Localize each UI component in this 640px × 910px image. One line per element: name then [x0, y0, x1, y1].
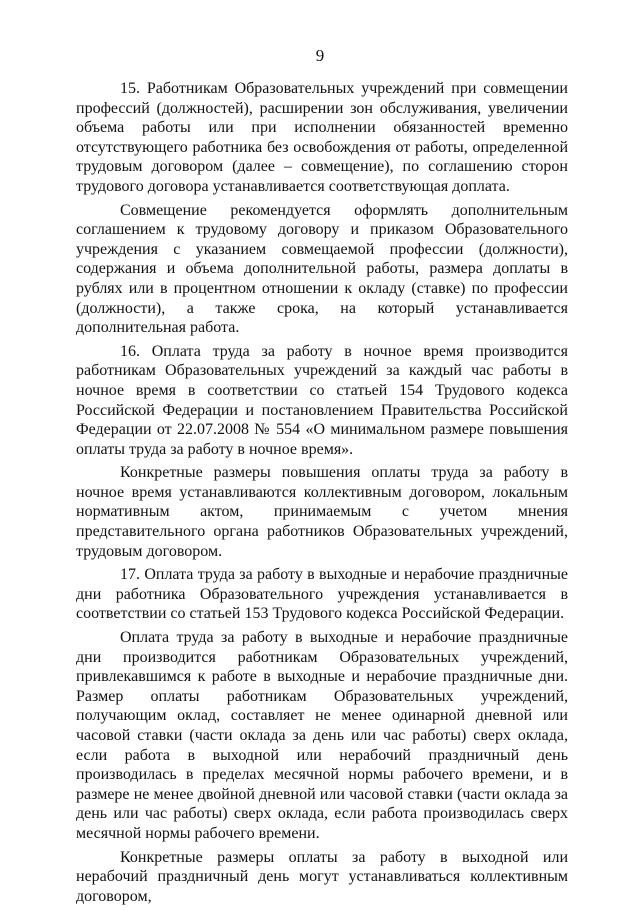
paragraph-16: 16. Оплата труда за работу в ночное время производится работникам Образовательных учреждений за каждый час работы в ночное время в соответствии со статьей 154 Трудового кодекса Российской Федерации и постановлением Правительства Российской Федерации от 22.07.2008 № 554 «О минимальном размере повышения оплаты труда за работу в ночное время». [76, 342, 568, 458]
paragraph-combination-registration: Совмещение рекомендуется оформлять дополнительным соглашением к трудовому договору и приказом Образовательного учреждения с указанием совмещаемой профессии (должности), содержания и объема дополнительной работы, размера доплаты в рублях или в процентном отношении к окладу (ставке) по профессии (должности), а также срока, на который устанавливается дополнительная работа. [76, 201, 568, 337]
paragraph-15: 15. Работникам Образовательных учреждений при совмещении профессий (должностей), расширении зон обслуживания, увеличении объема работы или при исполнении обязанностей временно отсутствующего работника без освобождения от работы, определенной трудовым договором (далее – совмещение), по соглашению сторон трудового договора устанавливается соответствующая доплата. [76, 80, 568, 195]
document-body [76, 79, 568, 910]
paragraph-17: 17. Оплата труда за работу в выходные и нерабочие праздничные дни работника Образовательного учреждения устанавливается в соответствии со статьей 153 Трудового кодекса Российской Федерации. [76, 566, 568, 623]
paragraph-night-work-amounts: Конкретные размеры повышения оплаты труда за работу в ночное время устанавливаются коллективным договором, локальным нормативным актом, принимаемым с учетом мнения представительного органа работников Образовательных учреждений, трудовым договором. [76, 464, 568, 560]
paragraph-holiday-pay-amounts: Конкретные размеры оплаты за работу в выходной или нерабочий праздничный день могут устанавливаться коллективным договором, [76, 848, 568, 905]
page-number: 9 [315, 46, 325, 65]
paragraph-holiday-pay-rules: Оплата труда за работу в выходные и нерабочие праздничные дни производится работникам Образовательных учреждений, привлекавшимся к работе в выходные и нерабочие праздничные дни. Размер оплаты работникам Образовательных учреждений, получающим оклад, составляет не менее одинарной дневной или часовой ставки (части оклада за день или час работы) сверх оклада, если работа в выходной или нерабочий праздничный день производилась в пределах месячной нормы рабочего времени, и в размере не менее двойной дневной или часовой ставки (части оклада за день или час работы) сверх оклада, если работа производилась сверх месячной нормы рабочего времени. [76, 629, 568, 842]
